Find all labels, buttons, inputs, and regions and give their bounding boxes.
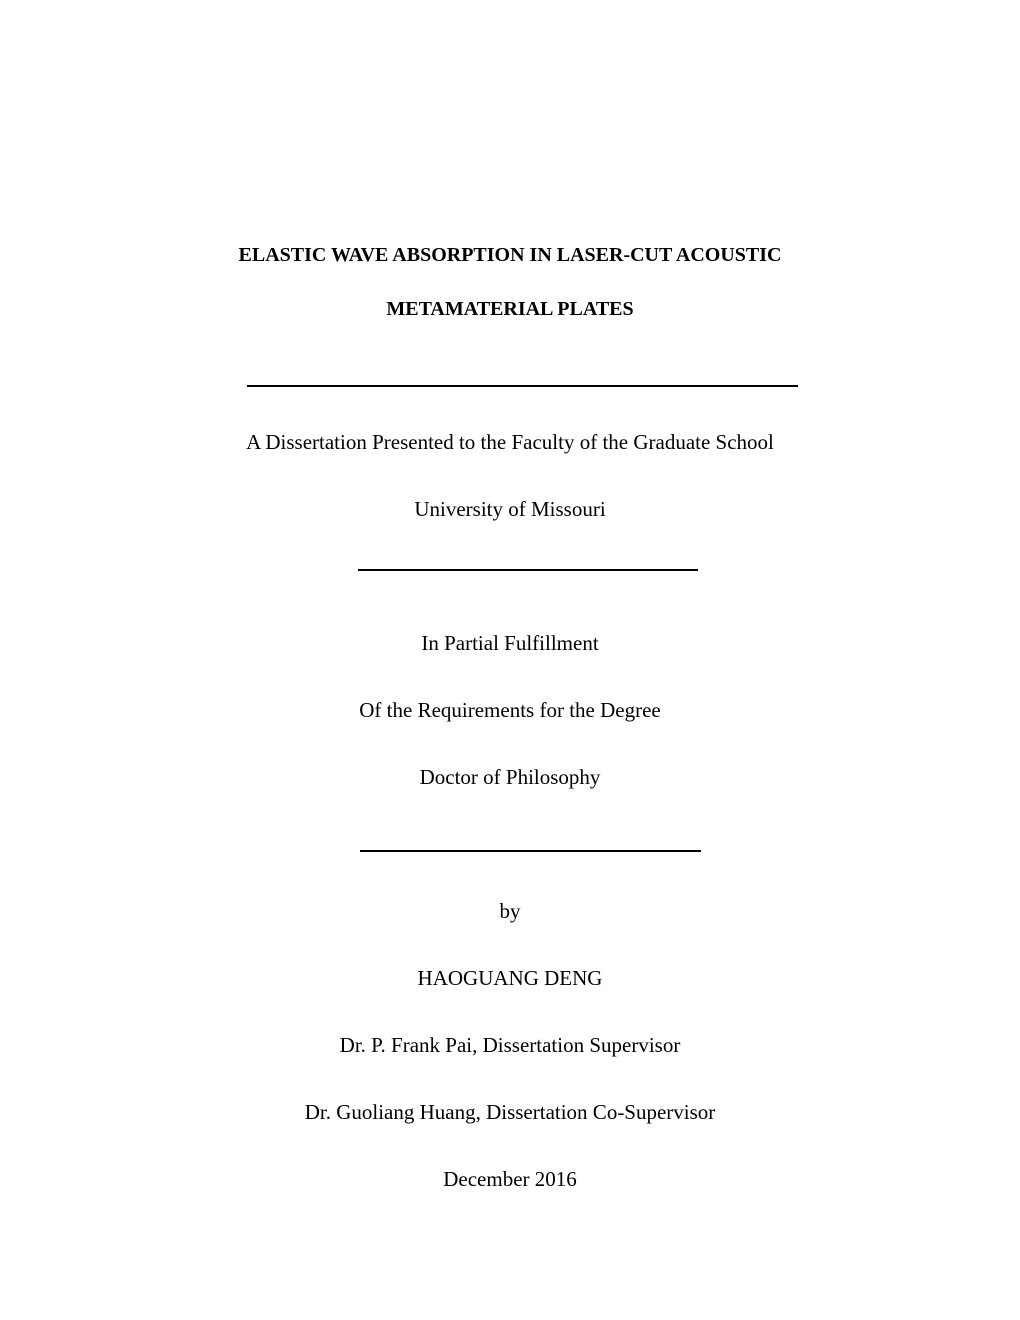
fulfillment-line-2: Of the Requirements for the Degree [359, 698, 661, 722]
divider-rule-1 [247, 385, 798, 387]
supervisor: Dr. P. Frank Pai, Dissertation Supervisor [339, 1033, 681, 1057]
institution-name: University of Missouri [414, 497, 606, 521]
co-supervisor: Dr. Guoliang Huang, Dissertation Co-Supervisor [304, 1100, 716, 1124]
fulfillment-line-1: In Partial Fulfillment [421, 631, 599, 655]
title-line-1: ELASTIC WAVE ABSORPTION IN LASER-CUT ACOUSTIC [238, 244, 782, 266]
divider-rule-2 [358, 569, 698, 571]
presentation-statement: A Dissertation Presented to the Faculty of the Graduate School [246, 430, 774, 454]
date: December 2016 [443, 1167, 577, 1191]
by-label: by [499, 899, 521, 923]
degree-name: Doctor of Philosophy [419, 765, 601, 789]
author-name: HAOGUANG DENG [417, 966, 603, 990]
divider-rule-3 [360, 850, 701, 852]
title-line-2: METAMATERIAL PLATES [386, 298, 634, 320]
